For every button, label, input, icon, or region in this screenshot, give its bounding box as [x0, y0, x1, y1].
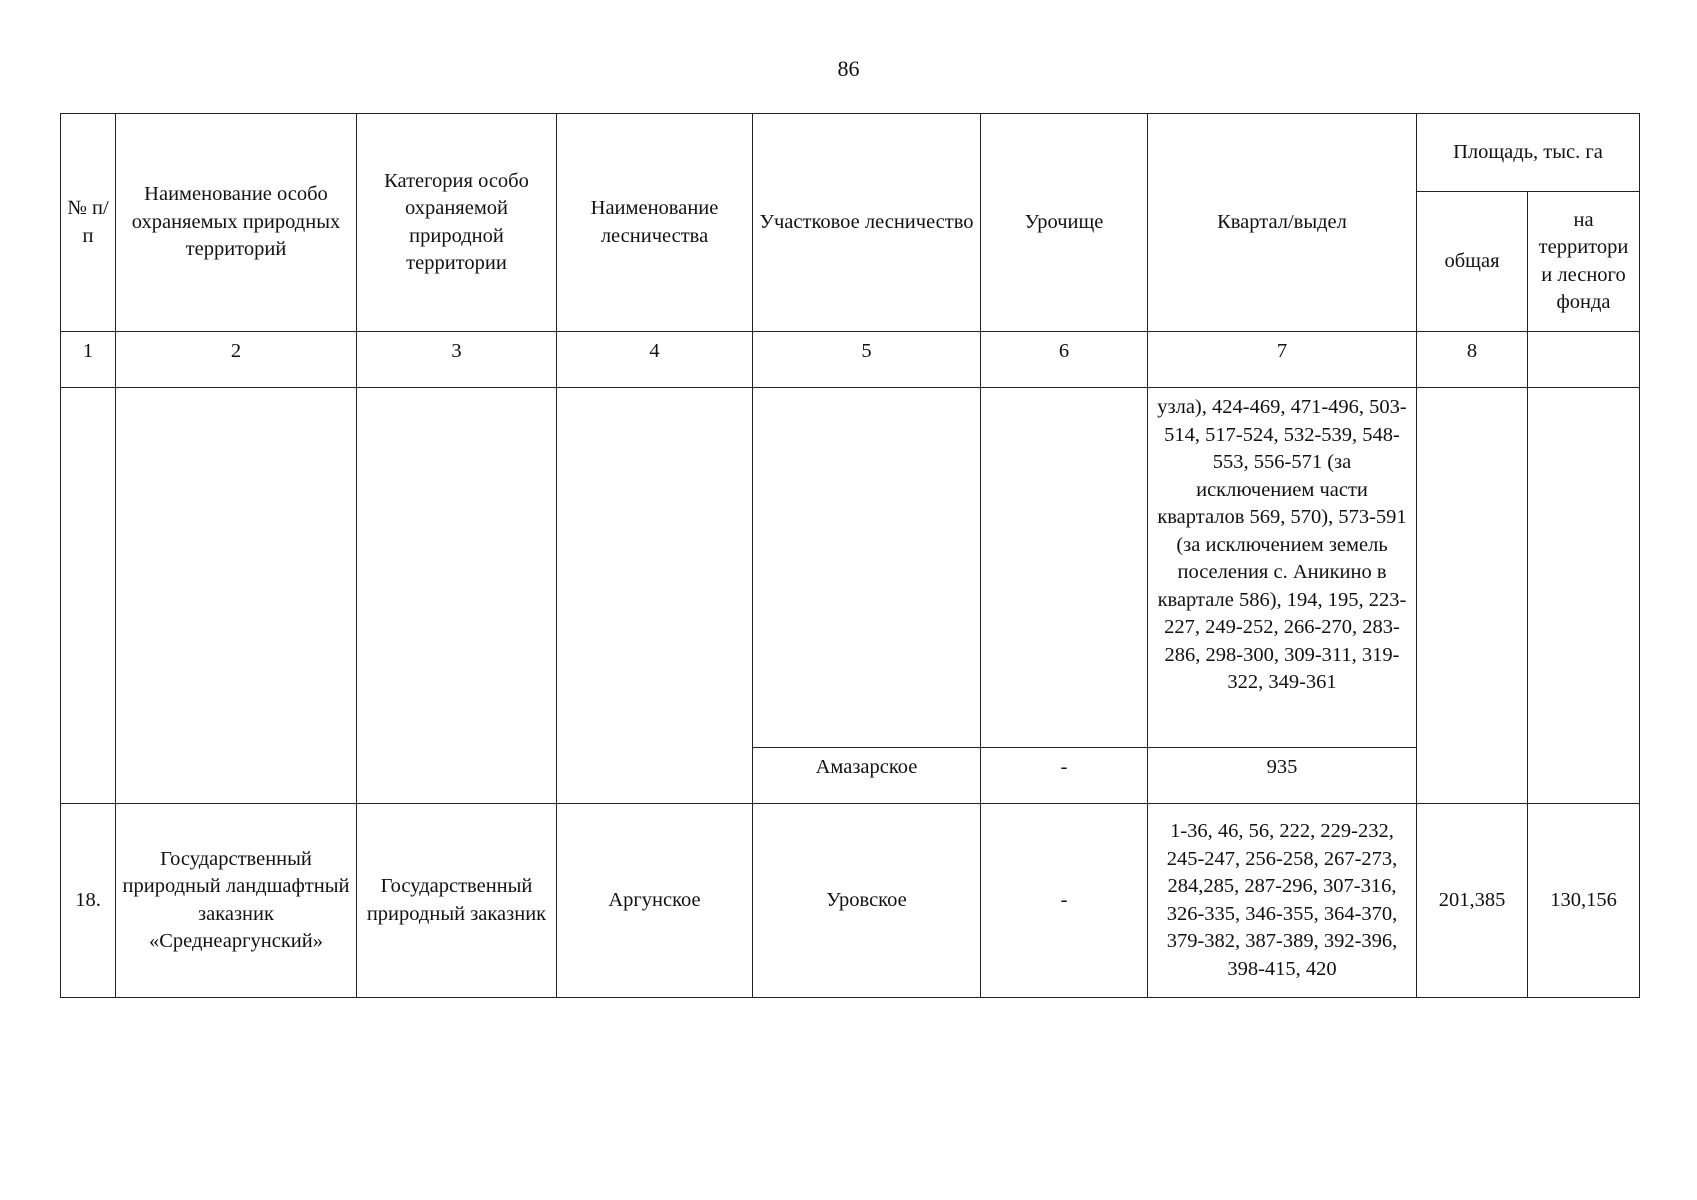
row-forestry: Аргунское — [557, 804, 753, 998]
header-forestry: Наименование лесничества — [557, 114, 753, 332]
row-territory-name: Государственный природный ландшафтный заказник «Среднеаргунский» — [116, 804, 357, 998]
sub-row-district: Амазарское — [753, 748, 981, 804]
numbering-cell: 7 — [1148, 332, 1417, 388]
header-quarter: Квартал/выдел — [1148, 114, 1417, 332]
numbering-cell: 4 — [557, 332, 753, 388]
continuation-empty-cell — [557, 388, 753, 804]
numbering-cell: 6 — [981, 332, 1148, 388]
continuation-empty-cell — [116, 388, 357, 804]
protected-areas-table — [60, 113, 1640, 998]
numbering-cell — [1528, 332, 1640, 388]
numbering-row — [61, 332, 1640, 388]
header-area-forest-fund: на территори и лесного фонда — [1528, 192, 1640, 332]
header-tract: Урочище — [981, 114, 1148, 332]
header-number: № п/п — [61, 114, 116, 332]
row-number: 18. — [61, 804, 116, 998]
sub-row-tract: - — [981, 748, 1148, 804]
page-number: 86 — [837, 56, 860, 81]
row-tract: - — [981, 804, 1148, 998]
numbering-cell: 8 — [1417, 332, 1528, 388]
header-territory-name: Наименование особо охраняемых природных территорий — [116, 114, 357, 332]
numbering-cell: 5 — [753, 332, 981, 388]
table-row — [61, 804, 1640, 998]
continuation-empty-cell — [981, 388, 1148, 748]
row-area-total: 201,385 — [1417, 804, 1528, 998]
header-area-group: Площадь, тыс. га — [1417, 114, 1640, 192]
continuation-empty-cell — [357, 388, 557, 804]
continuation-empty-cell — [1417, 388, 1528, 804]
continuation-empty-cell — [1528, 388, 1640, 804]
row-area-forest-fund: 130,156 — [1528, 804, 1640, 998]
continuation-quarters-cell: узла), 424-469, 471-496, 503-514, 517-524, 532-539, 548-553, 556-571 (за исключением части кварталов 569, 570), 573-591 (за исключением земель поселения с. Аникино в квартале 586), 194, 195, 223-227, 249-252, 266-270, 283-286, 298-300, 309-311, 319-322, 349-361 — [1148, 388, 1417, 748]
numbering-cell: 2 — [116, 332, 357, 388]
row-category: Государственный природный заказник — [357, 804, 557, 998]
header-category: Категория особо охраняемой природной территории — [357, 114, 557, 332]
continuation-empty-cell — [61, 388, 116, 804]
numbering-cell: 3 — [357, 332, 557, 388]
sub-row-quarters: 935 — [1148, 748, 1417, 804]
row-quarters: 1-36, 46, 56, 222, 229-232, 245-247, 256-258, 267-273, 284,285, 287-296, 307-316, 326-335, 346-355, 364-370, 379-382, 387-389, 392-396, 398-415, 420 — [1148, 804, 1417, 998]
header-row-top — [61, 114, 1640, 192]
numbering-cell: 1 — [61, 332, 116, 388]
header-area-total: общая — [1417, 192, 1528, 332]
header-district-forestry: Участковое лесничество — [753, 114, 981, 332]
continuation-row — [61, 388, 1640, 748]
row-district-forestry: Уровское — [753, 804, 981, 998]
continuation-empty-cell — [753, 388, 981, 748]
